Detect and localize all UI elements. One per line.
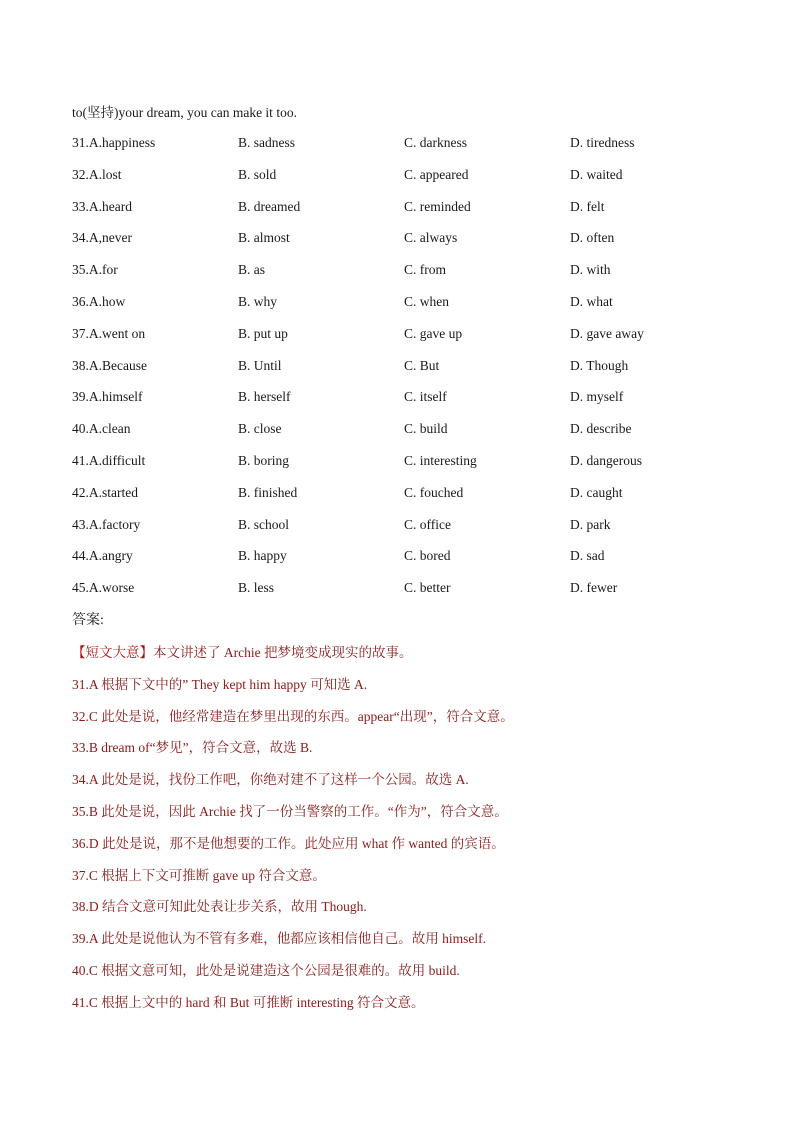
summary-tag: 【短文大意】 — [72, 645, 153, 660]
question-row — [72, 322, 752, 354]
option-b: B. dreamed — [238, 198, 301, 214]
question-row — [72, 417, 752, 449]
question-row — [72, 481, 752, 513]
option-d: D. felt — [570, 198, 605, 214]
option-a: 40.A.clean — [72, 421, 131, 437]
option-d: D. often — [570, 230, 615, 246]
option-d: D. with — [570, 262, 611, 278]
option-b: B. Until — [238, 357, 282, 373]
question-row — [72, 544, 752, 576]
answer-line: 40.C 根据文意可知，此处是说建造这个公园是很难的。故用 build. — [72, 962, 460, 978]
option-a: 44.A.angry — [72, 548, 133, 564]
option-c: C. bored — [404, 548, 451, 564]
answer-line: 39.A 此处是说他认为不管有多难，他都应该相信他自己。故用 himself. — [72, 931, 486, 947]
question-row — [72, 226, 752, 258]
option-d: D. tiredness — [570, 135, 635, 150]
option-a: 34.A,never — [72, 230, 132, 246]
option-b: B. school — [238, 516, 290, 532]
option-d: D. caught — [570, 484, 623, 500]
answer-line: 32.C 此处是说，他经常建造在梦里出现的东西。appear“出现”，符合文意。 — [72, 708, 514, 724]
option-d: D. myself — [570, 389, 624, 405]
answer-heading: 答案: — [72, 613, 104, 628]
question-row — [72, 258, 752, 290]
option-c: C. But — [404, 357, 440, 373]
option-b: B. less — [238, 580, 275, 596]
option-c: C. when — [404, 293, 449, 309]
option-c: C. always — [404, 230, 458, 246]
answer-line: 38.D 结合文意可知此处表让步关系，故用 Though. — [72, 899, 367, 915]
question-row — [72, 290, 752, 322]
answer-line: 35.B 此处是说，因此 Archie 找了一份当警察的工作。“作为”，符合文意。 — [72, 803, 508, 819]
question-row — [72, 354, 752, 386]
answer-line: 33.B dream of“梦见”，符合文意，故选 B. — [72, 740, 313, 756]
question-row — [72, 576, 752, 608]
option-b: B. herself — [238, 389, 291, 405]
option-b: B. put up — [238, 325, 288, 341]
option-c: C. reminded — [404, 198, 471, 214]
answer-line: 37.C 根据上下文可推断 gave up 符合文意。 — [72, 867, 326, 883]
option-b: B. sadness — [238, 135, 295, 150]
option-c: C. interesting — [404, 452, 477, 468]
option-a: 42.A.started — [72, 484, 138, 500]
option-d: D. gave away — [570, 325, 644, 341]
question-row — [72, 513, 752, 545]
summary-line — [72, 641, 762, 673]
answer-line: 31.A 根据下文中的” They kept him happy 可知选 A. — [72, 676, 368, 692]
option-d: D. what — [570, 293, 613, 309]
option-c: C. darkness — [404, 135, 467, 150]
option-d: D. Though — [570, 357, 629, 373]
option-a: 37.A.went on — [72, 325, 146, 341]
question-row — [72, 449, 752, 481]
summary-text: 本文讲述了 Archie 把梦境变成现实的故事。 — [153, 645, 413, 660]
option-c: C. fouched — [404, 484, 464, 500]
option-b: B. boring — [238, 452, 290, 468]
option-c: C. build — [404, 421, 448, 437]
passage-closing-line: to(坚持)your dream, you can make it too. — [72, 105, 297, 120]
option-d: D. describe — [570, 421, 632, 437]
option-c: C. itself — [404, 389, 447, 405]
question-options-table — [72, 131, 752, 608]
option-a: 45.A.worse — [72, 580, 135, 596]
option-c: C. from — [404, 262, 446, 278]
option-c: C. appeared — [404, 166, 469, 182]
option-b: B. sold — [238, 166, 277, 182]
question-row — [72, 385, 752, 417]
option-c: C. better — [404, 580, 451, 596]
answer-line: 34.A 此处是说，找份工作吧，你绝对建不了这样一个公园。故选 A. — [72, 772, 469, 788]
answer-explanations — [72, 641, 762, 1023]
option-d: D. dangerous — [570, 452, 642, 468]
option-d: D. park — [570, 516, 611, 532]
answer-line: 36.D 此处是说，那不是他想要的工作。此处应用 what 作 wanted 的宾语。 — [72, 835, 505, 851]
option-b: B. finished — [238, 484, 298, 500]
option-d: D. waited — [570, 166, 623, 182]
option-b: B. close — [238, 421, 282, 437]
option-d: D. fewer — [570, 580, 618, 596]
option-b: B. why — [238, 293, 278, 309]
option-a: 36.A.how — [72, 293, 126, 309]
option-b: B. as — [238, 262, 265, 278]
option-b: B. almost — [238, 230, 290, 246]
option-a: 31.A.happiness — [72, 135, 156, 150]
option-a: 43.A.factory — [72, 516, 141, 532]
option-a: 41.A.difficult — [72, 452, 146, 468]
option-a: 32.A.lost — [72, 166, 122, 182]
option-a: 38.A.Because — [72, 357, 147, 373]
question-row — [72, 131, 752, 163]
option-a: 39.A.himself — [72, 389, 143, 405]
question-row — [72, 195, 752, 227]
question-row — [72, 163, 752, 195]
option-c: C. gave up — [404, 325, 463, 341]
option-c: C. office — [404, 516, 451, 532]
option-a: 35.A.for — [72, 262, 118, 278]
option-a: 33.A.heard — [72, 198, 132, 214]
answer-line: 41.C 根据上文中的 hard 和 But 可推断 interesting 符合文意。 — [72, 994, 425, 1010]
option-b: B. happy — [238, 548, 287, 564]
option-d: D. sad — [570, 548, 605, 564]
